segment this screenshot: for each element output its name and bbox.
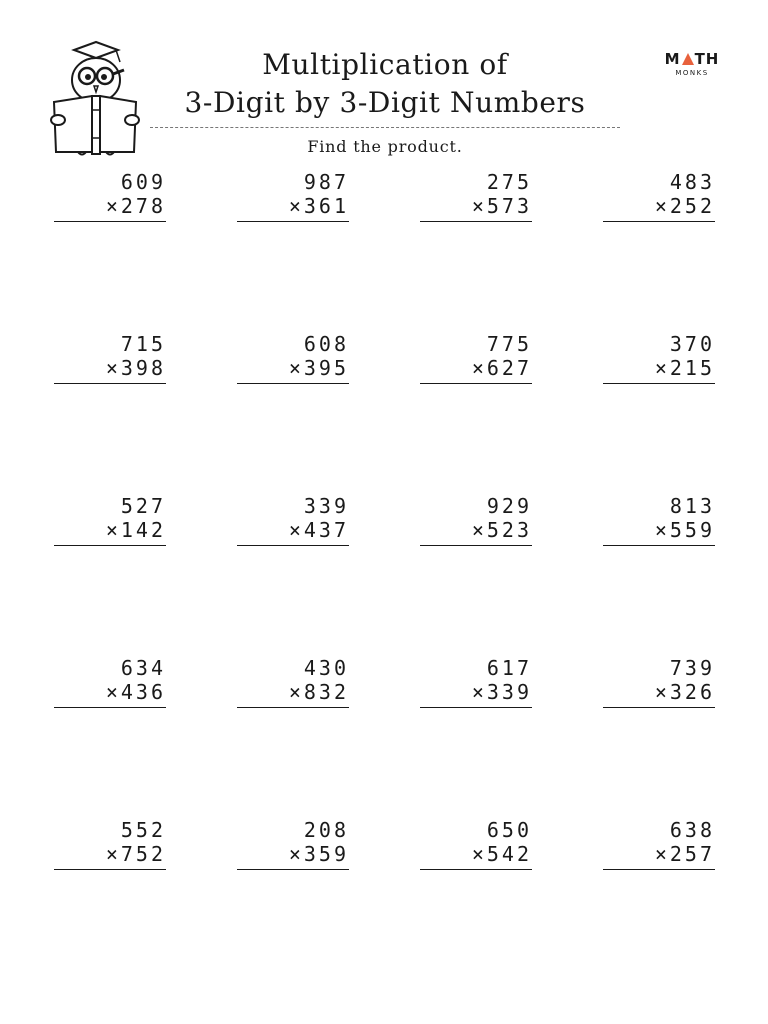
- problem-item: [603, 656, 715, 708]
- answer-line: [54, 545, 166, 546]
- multiplicand: 634: [120, 656, 166, 680]
- instruction-text: Find the product.: [307, 137, 463, 156]
- multiplicand: 617: [486, 656, 532, 680]
- multiplicand: 483: [669, 170, 715, 194]
- problem-item: [420, 656, 532, 708]
- math-monks-logo: [660, 50, 724, 78]
- answer-line: [420, 707, 532, 708]
- multiplicand: 715: [120, 332, 166, 356]
- answer-line: [603, 221, 715, 222]
- multiplicand: 370: [669, 332, 715, 356]
- multiplier: ×339: [471, 680, 532, 704]
- multiplicand: 929: [486, 494, 532, 518]
- multiplicand: 813: [669, 494, 715, 518]
- title-divider: [150, 127, 620, 128]
- multiplier: ×523: [471, 518, 532, 542]
- title-line-1: Multiplication of: [262, 48, 508, 81]
- multiplicand: 527: [120, 494, 166, 518]
- multiplicand: 552: [120, 818, 166, 842]
- problem-item: [237, 170, 349, 222]
- answer-line: [420, 221, 532, 222]
- multiplier: ×359: [288, 842, 349, 866]
- multiplier: ×559: [654, 518, 715, 542]
- problem-item: [237, 332, 349, 384]
- multiplicand: 430: [303, 656, 349, 680]
- multiplicand: 650: [486, 818, 532, 842]
- problem-item: [54, 494, 166, 546]
- answer-line: [603, 545, 715, 546]
- multiplier: ×215: [654, 356, 715, 380]
- page-title: [150, 46, 620, 122]
- problem-item: [603, 332, 715, 384]
- multiplicand: 208: [303, 818, 349, 842]
- logo-wordmark: [660, 50, 724, 68]
- multiplicand: 608: [303, 332, 349, 356]
- problem-item: [54, 332, 166, 384]
- answer-line: [420, 869, 532, 870]
- multiplier: ×542: [471, 842, 532, 866]
- multiplier: ×361: [288, 194, 349, 218]
- problem-item: [603, 170, 715, 222]
- multiplier: ×257: [654, 842, 715, 866]
- multiplier: ×437: [288, 518, 349, 542]
- multiplicand: 987: [303, 170, 349, 194]
- multiplier: ×395: [288, 356, 349, 380]
- answer-line: [54, 221, 166, 222]
- problem-item: [420, 818, 532, 870]
- answer-line: [420, 383, 532, 384]
- logo-subtext: MONKS: [675, 69, 709, 77]
- multiplier: ×326: [654, 680, 715, 704]
- problem-item: [420, 494, 532, 546]
- multiplicand: 339: [303, 494, 349, 518]
- multiplier: ×627: [471, 356, 532, 380]
- logo-letter-m: M: [664, 50, 681, 68]
- answer-line: [420, 545, 532, 546]
- problem-item: [420, 332, 532, 384]
- multiplier: ×573: [471, 194, 532, 218]
- answer-line: [237, 869, 349, 870]
- multiplier: ×832: [288, 680, 349, 704]
- multiplicand: 739: [669, 656, 715, 680]
- answer-line: [603, 707, 715, 708]
- problem-item: [54, 656, 166, 708]
- problem-item: [237, 494, 349, 546]
- multiplier: ×398: [105, 356, 166, 380]
- multiplicand: 275: [486, 170, 532, 194]
- logo-letters-th: TH: [694, 50, 720, 68]
- answer-line: [237, 707, 349, 708]
- problem-item: [237, 818, 349, 870]
- answer-line: [54, 383, 166, 384]
- multiplier: ×436: [105, 680, 166, 704]
- answer-line: [603, 383, 715, 384]
- answer-line: [603, 869, 715, 870]
- title-line-2: 3-Digit by 3-Digit Numbers: [184, 86, 586, 119]
- multiplicand: 638: [669, 818, 715, 842]
- multiplier: ×142: [105, 518, 166, 542]
- answer-line: [54, 869, 166, 870]
- multiplier: ×278: [105, 194, 166, 218]
- problem-item: [54, 818, 166, 870]
- answer-line: [237, 221, 349, 222]
- problem-item: [603, 494, 715, 546]
- problem-item: [420, 170, 532, 222]
- answer-line: [237, 383, 349, 384]
- multiplicand: 775: [486, 332, 532, 356]
- problem-item: [603, 818, 715, 870]
- problem-item: [237, 656, 349, 708]
- problem-item: [54, 170, 166, 222]
- answer-line: [54, 707, 166, 708]
- multiplier: ×752: [105, 842, 166, 866]
- multiplicand: 609: [120, 170, 166, 194]
- triangle-icon: [682, 53, 694, 65]
- answer-line: [237, 545, 349, 546]
- owl-reading-book-icon: [44, 40, 140, 158]
- multiplier: ×252: [654, 194, 715, 218]
